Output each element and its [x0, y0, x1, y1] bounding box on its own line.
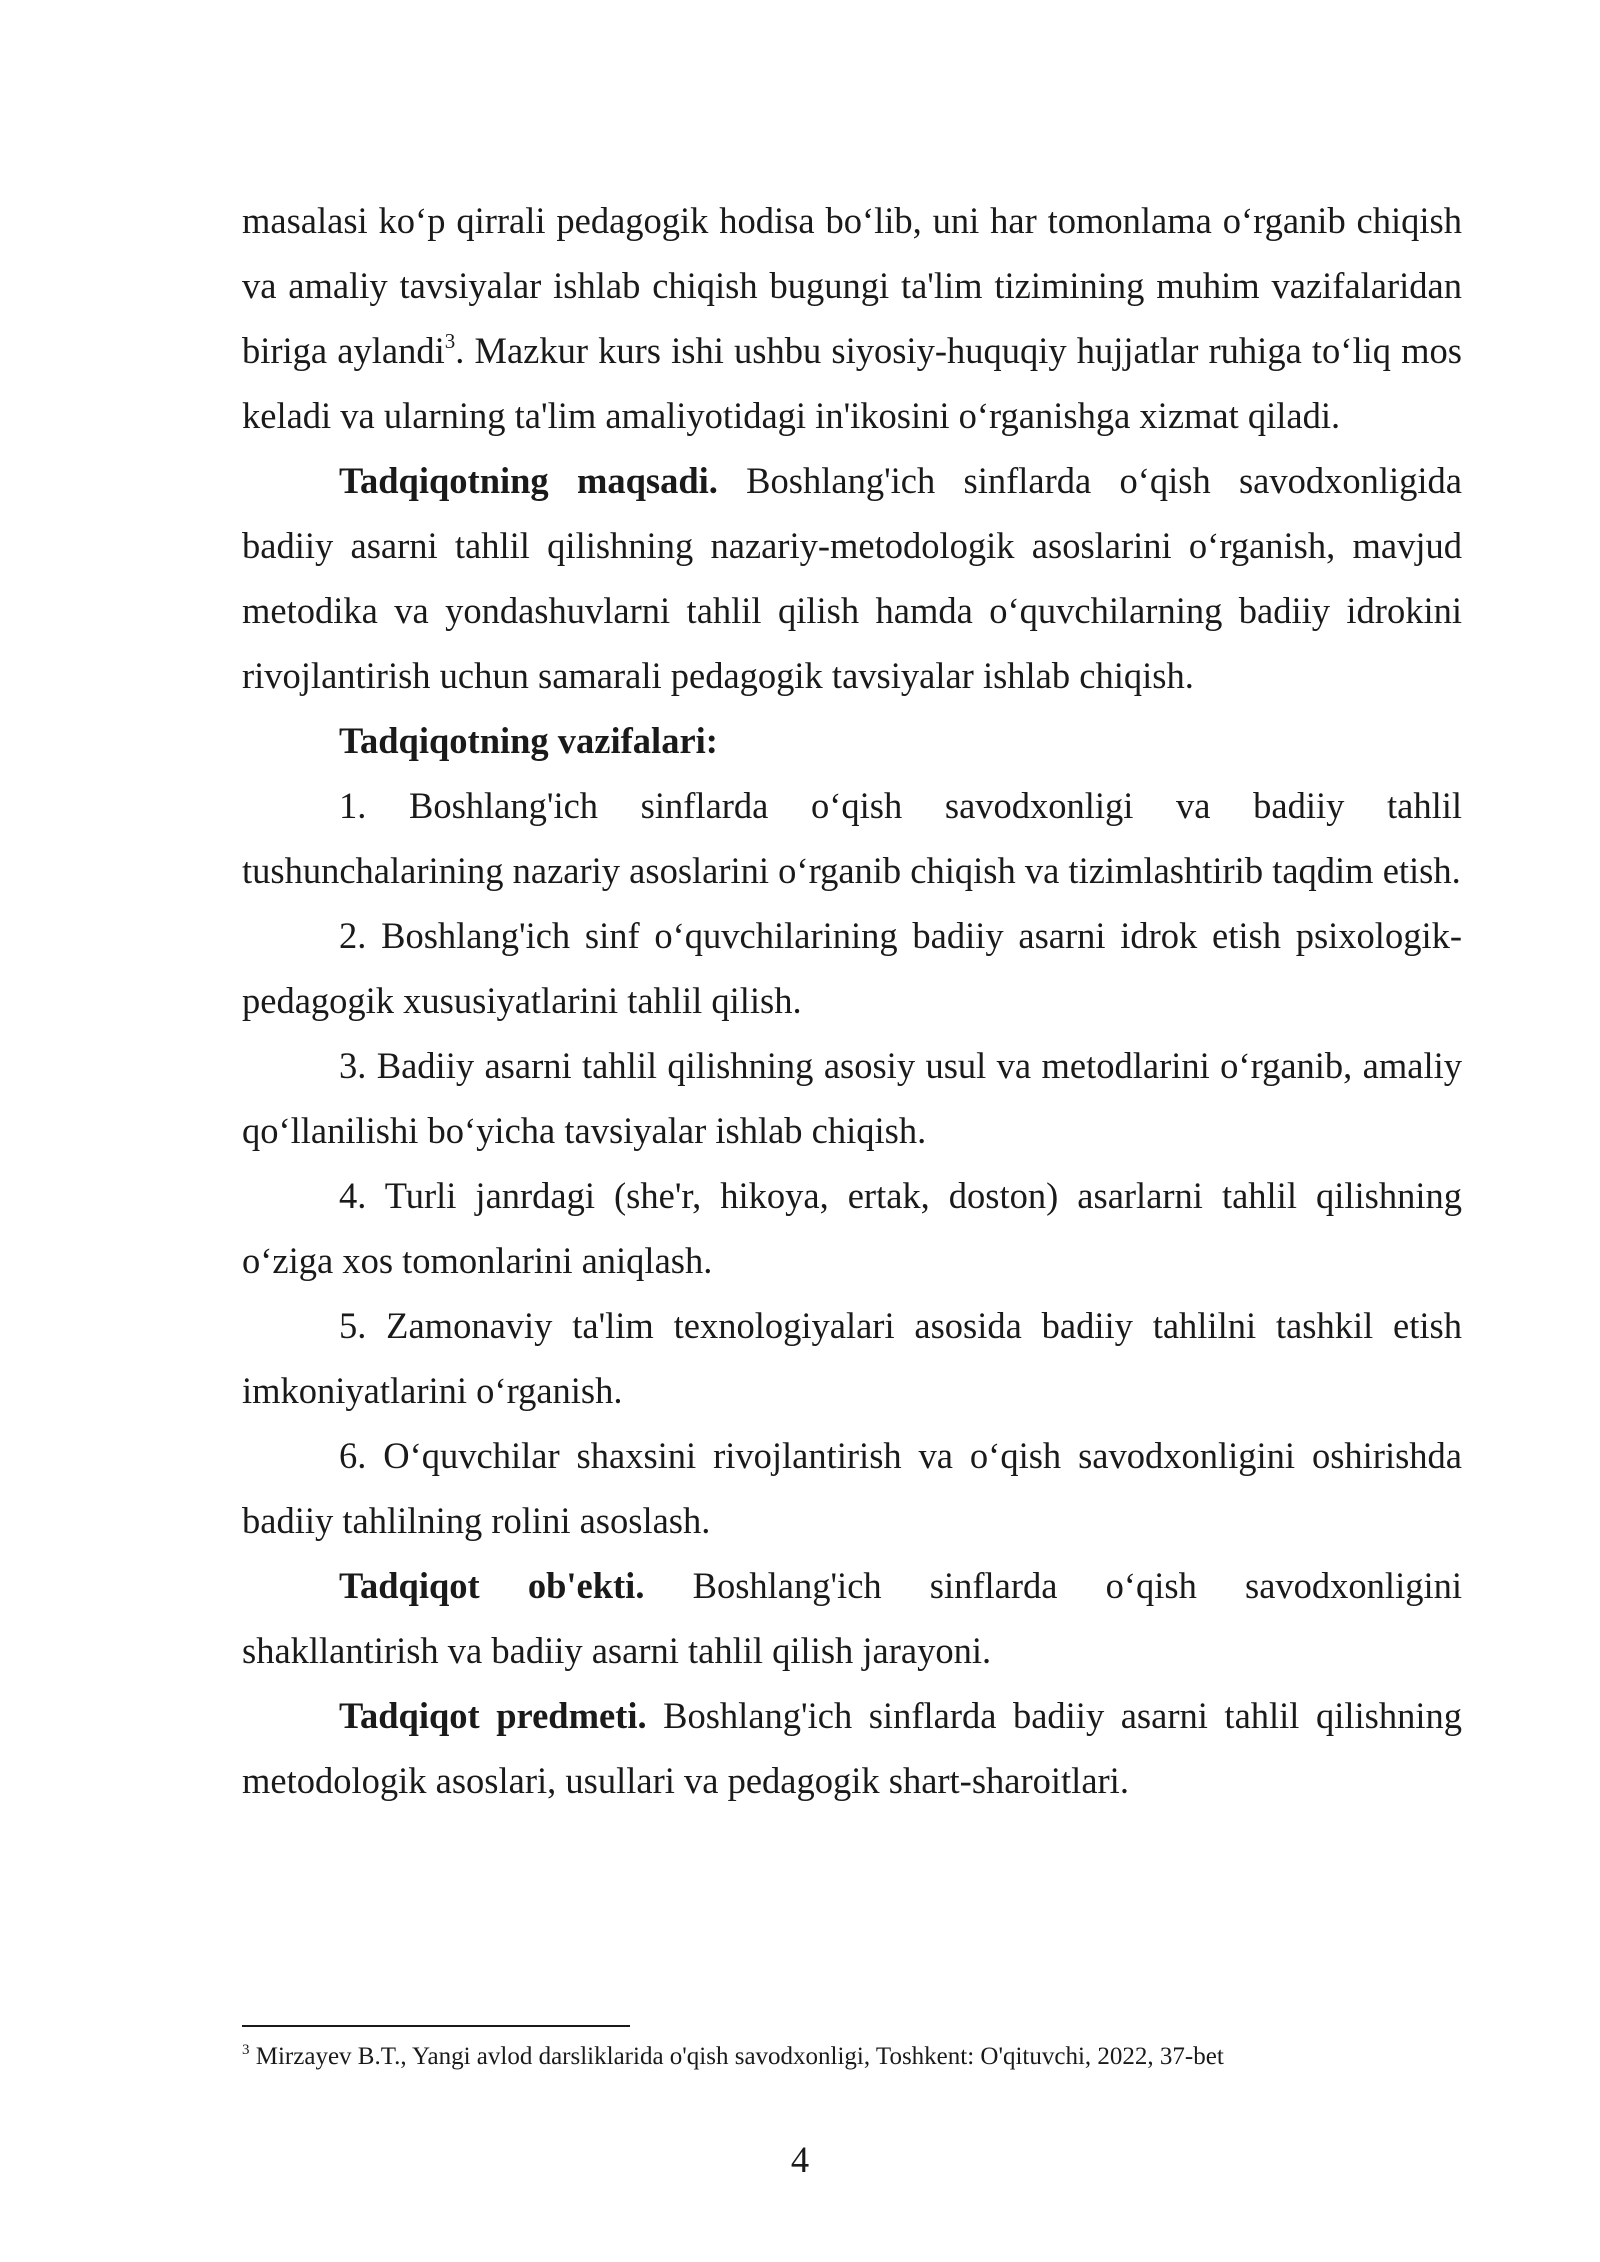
main-text: [242, 188, 1462, 1813]
footnote: [242, 2040, 1462, 2074]
task-item-1: 1. Boshlang'ich sinflarda o‘qish savodxonligi va badiiy tahlil tushunchalarining nazariy asoslarini o‘rganib chiqish va tizimlashtirib taqdim etish.: [242, 785, 1462, 891]
footnote-text: Mirzayev B.T., Yangi avlod darsliklarida o'qish savodxonligi, Toshkent: O'qituvchi, 2022, 37-bet: [249, 2043, 1224, 2070]
footnote-separator: [242, 2025, 630, 2027]
intro-text-start: masalasi ko‘p qirrali pedagogik hodisa bo‘lib, uni har tomonlama o‘rganib chiqish va amaliy tavsiyalar ishlab chiqish bugungi ta'lim tizimining muhim vazifalaridan biriga aylandi: [242, 200, 1462, 371]
task-item-4: 4. Turli janrdagi (she'r, hikoya, ertak, doston) asarlarni tahlil qilishning o‘ziga xos tomonlarini aniqlash.: [242, 1175, 1462, 1281]
task-item-3: 3. Badiiy asarni tahlil qilishning asosiy usul va metodlarini o‘rganib, amaliy qo‘llanilishi bo‘yicha tavsiyalar ishlab chiqish.: [242, 1045, 1462, 1151]
goal-heading: Tadqiqotning maqsadi.: [339, 460, 718, 501]
page-number: 4: [790, 2139, 810, 2180]
footnote-number: 3: [242, 2042, 250, 2058]
intro-paragraph: [242, 188, 1462, 448]
goal-paragraph: [242, 448, 1462, 708]
object-heading: Tadqiqot ob'ekti.: [339, 1565, 645, 1606]
tasks-heading: Tadqiqotning vazifalari:: [339, 720, 718, 761]
goal-text: Boshlang'ich sinflarda o‘qish savodxonligida badiiy asarni tahlil qilishning nazariy-metodologik asoslarini o‘rganish, mavjud metodika va yondashuvlarni tahlil qilish hamda o‘quvchilarning badiiy idrokini rivojlantirish uchun samarali pedagogik tavsiyalar ishlab chiqish.: [242, 460, 1462, 696]
task-item-6: 6. O‘quvchilar shaxsini rivojlantirish va o‘qish savodxonligini oshirishda badiiy tahlilning rolini asoslash.: [242, 1435, 1462, 1541]
tasks-heading-paragraph: [242, 708, 1462, 773]
footnote-reference[interactable]: 3: [444, 329, 456, 353]
task-item-5: 5. Zamonaviy ta'lim texnologiyalari asosida badiiy tahlilni tashkil etish imkoniyatlarini o‘rganish.: [242, 1305, 1462, 1411]
task-item-2: 2. Boshlang'ich sinf o‘quvchilarining badiiy asarni idrok etish psixologik-pedagogik xususiyatlarini tahlil qilish.: [242, 915, 1462, 1021]
object-paragraph: [242, 1553, 1462, 1683]
intro-text-end: . Mazkur kurs ishi ushbu siyosiy-huquqiy hujjatlar ruhiga to‘liq mos keladi va ularning ta'lim amaliyotidagi in'ikosini o‘rganishga xizmat qiladi.: [242, 330, 1462, 436]
subject-text: Boshlang'ich sinflarda badiiy asarni tahlil qilishning metodologik asoslari, usullari va pedagogik shart-sharoitlari.: [242, 1695, 1462, 1801]
subject-paragraph: [242, 1683, 1462, 1813]
subject-heading: Tadqiqot predmeti.: [339, 1695, 647, 1736]
object-text: Boshlang'ich sinflarda o‘qish savodxonligini shakllantirish va badiiy asarni tahlil qilish jarayoni.: [242, 1565, 1462, 1671]
